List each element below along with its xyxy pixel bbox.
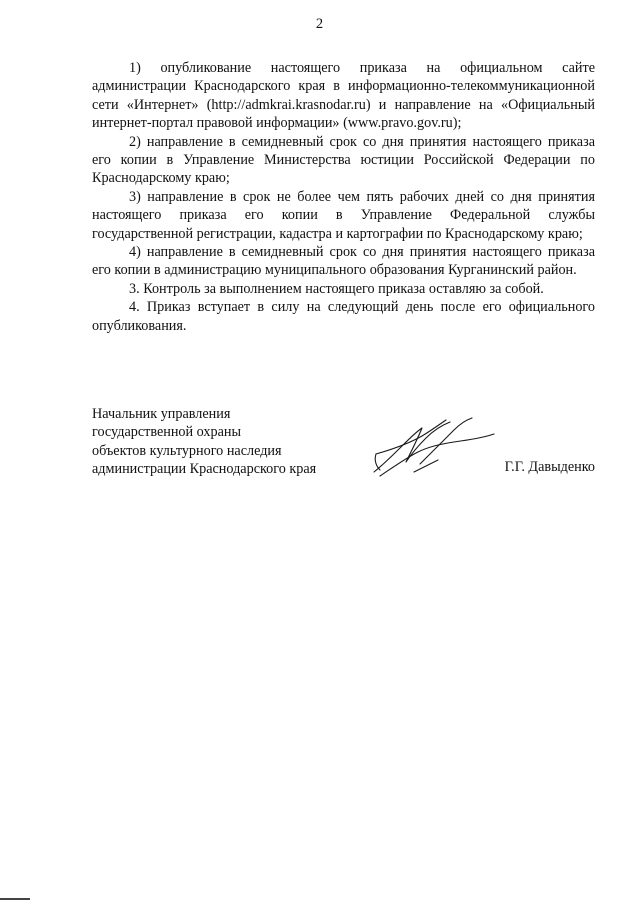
document-body <box>92 59 595 335</box>
signatory-title <box>92 405 316 479</box>
paragraph-3: 3) направление в срок не более чем пять рабочих дней со дня принятия настоящего приказа его копии в Управление Федеральной службы государственной регистрации, кадастра и картографии по Краснодарскому краю; <box>92 188 595 242</box>
signatory-title-line: администрации Краснодарского края <box>92 461 317 478</box>
signatory-title-line: объектов культурного наследия <box>92 442 282 459</box>
paragraph-2: 2) направление в семидневный срок со дня принятия настоящего приказа его копии в Управление Министерства юстиции Российской Федерации по Краснодарскому краю; <box>92 133 595 187</box>
handwritten-signature-icon <box>370 414 500 480</box>
signatory-name: Г.Г. Давыденко <box>504 459 595 475</box>
page-edge-mark <box>0 898 30 900</box>
paragraph-5: 3. Контроль за выполнением настоящего приказа оставляю за собой. <box>129 280 544 297</box>
paragraph-1: 1) опубликование настоящего приказа на официальном сайте администрации Краснодарского края в информационно-телекоммуникационной сети «Интернет» (http://admkrai.krasnodar.ru) и направление на «Официальный интернет-портал правовой информации» (www.pravo.gov.ru); <box>92 60 595 132</box>
paragraph-6: 4. Приказ вступает в силу на следующий день после его официального опубликования. <box>92 299 595 334</box>
signatory-title-line: Начальник управления <box>92 406 231 422</box>
paragraph-4: 4) направление в семидневный срок со дня принятия настоящего приказа его копии в администрацию муниципального образования Курганинский район. <box>92 244 595 279</box>
signatory-title-line: государственной охраны <box>92 424 242 441</box>
page-number: 2 <box>315 16 324 32</box>
